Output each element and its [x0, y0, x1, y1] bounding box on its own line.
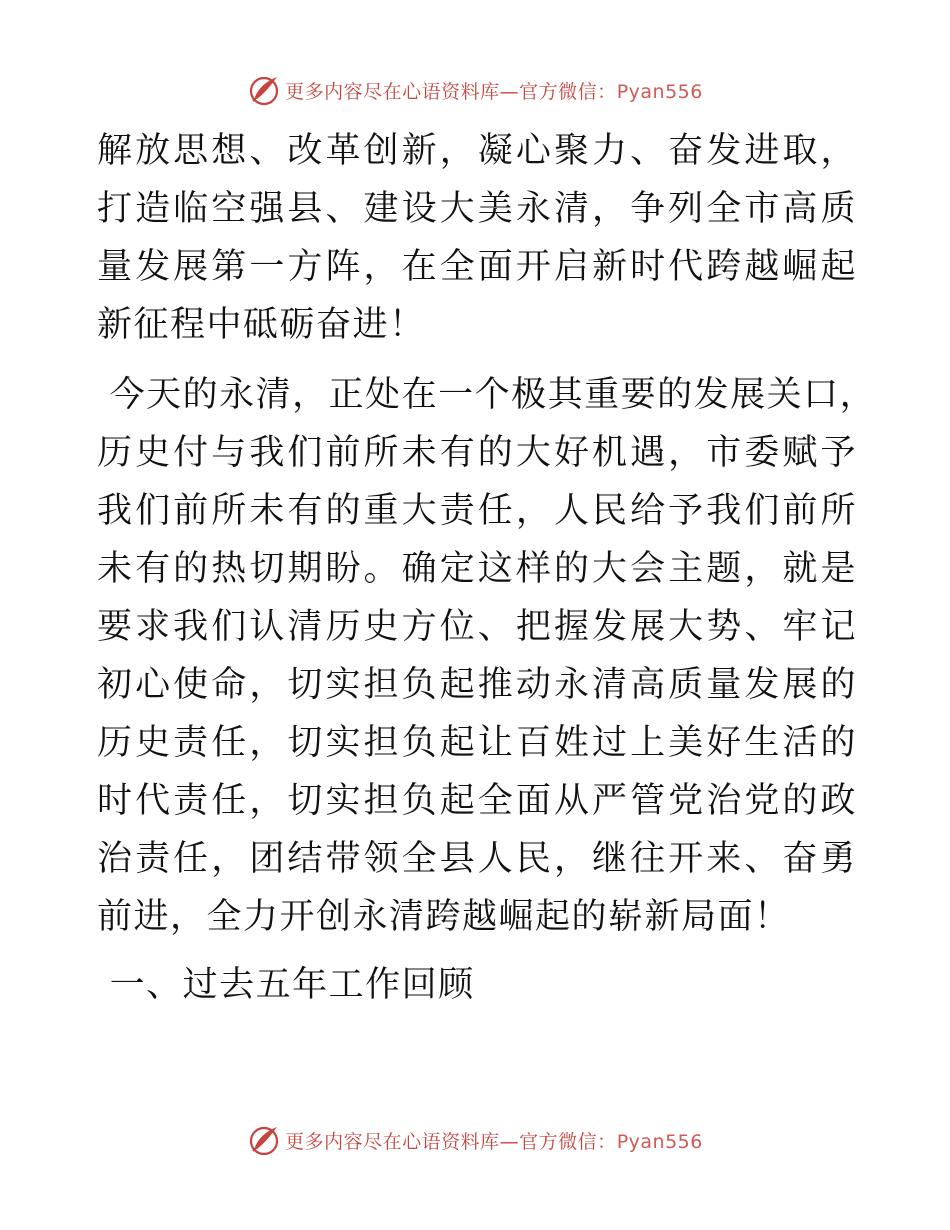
footer-site-text: 更多内容尽在心语资料库 [285, 1130, 500, 1153]
paragraph-1: 解放思想、改革创新，凝心聚力、奋发进取，打造临空强县、建设大美永清，争列全市高质量发展第一方阵，在全面开启新时代跨越崛起新征程中砥砺奋进！ [97, 131, 857, 345]
footer-contact-label: 官方微信： [519, 1130, 617, 1153]
header-contact-id: Pyan556 [616, 80, 703, 103]
header-site-text: 更多内容尽在心语资料库 [285, 80, 500, 103]
header-banner-inner [247, 73, 703, 107]
document-body [97, 122, 877, 1014]
footer-contact-id: Pyan556 [616, 1130, 703, 1153]
quill-logo-icon [247, 73, 281, 107]
footer-separator: — [499, 1130, 520, 1153]
quill-logo-icon [247, 1123, 281, 1157]
footer-banner-text [285, 1127, 703, 1154]
footer-banner [0, 1120, 950, 1160]
header-banner-text [285, 77, 703, 104]
header-banner [0, 70, 950, 110]
paragraph-2: 今天的永清，正处在一个极其重要的发展关口， [97, 375, 877, 415]
section-heading: 一、过去五年工作回顾 [97, 965, 475, 1005]
footer-banner-inner [247, 1123, 703, 1157]
header-contact-label: 官方微信： [519, 80, 617, 103]
header-separator: — [499, 80, 520, 103]
paragraph-3: 历史付与我们前所未有的大好机遇，市委赋予我们前所未有的重大责任，人民给予我们前所未有的热切期盼。确定这样的大会主题，就是要求我们认清历史方位、把握发展大势、牢记初心使命，切实担负起推动永清高质量发展的历史责任，切实担负起让百姓过上美好生活的时代责任，切实担负起全面从严管党治党的政治责任，团结带领全县人民，继往开来、奋勇前进，全力开创永清跨越崛起的崭新局面！ [97, 433, 857, 937]
